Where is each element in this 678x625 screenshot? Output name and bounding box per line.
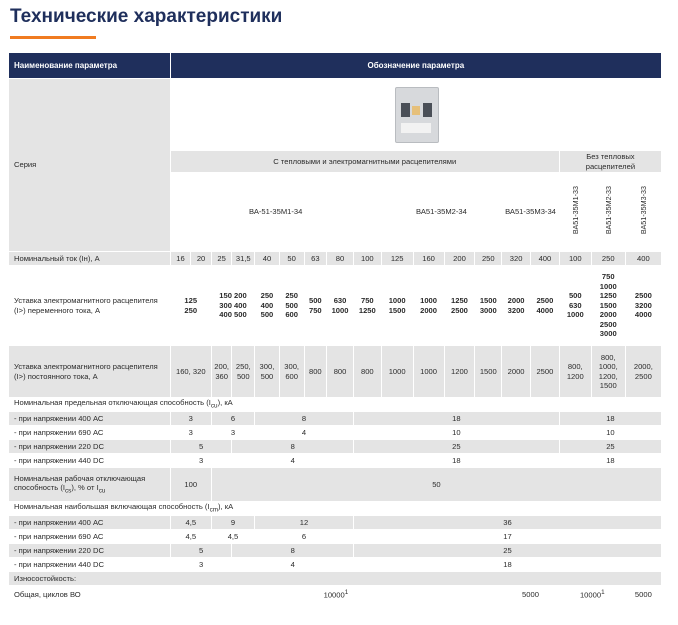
ac-setting-value: 500 750 xyxy=(304,266,327,346)
ac-setting-value: 1500 3000 xyxy=(475,266,502,346)
dc-setting-value: 1500 xyxy=(475,346,502,398)
breaking-row xyxy=(9,412,662,426)
table-header-row xyxy=(9,53,662,79)
breaking-value: 3 xyxy=(170,412,211,426)
making-value: 6 xyxy=(255,530,354,544)
making-row xyxy=(9,558,662,572)
ac-setting-value: 500 630 1000 xyxy=(559,266,591,346)
ac-setting-value: 250 400 500 xyxy=(255,266,280,346)
ac-setting-value: 1000 1500 xyxy=(381,266,413,346)
ac-setting-value: 125 250 xyxy=(170,266,211,346)
breaking-value: 8 xyxy=(255,412,354,426)
series-label: Серия xyxy=(9,79,171,252)
making-value: 18 xyxy=(353,558,661,572)
dc-setting-value: 800 xyxy=(353,346,381,398)
dc-setting-value: 1000 xyxy=(381,346,413,398)
rated-current-value: 250 xyxy=(475,252,502,266)
series-m2: ВА51-35М2-34 xyxy=(381,173,501,251)
durability-value: 5000 xyxy=(625,586,661,604)
breaking-value: 6 xyxy=(211,412,254,426)
rated-current-value: 16 xyxy=(170,252,191,266)
ac-setting-value: 150 200 300 400 400 500 xyxy=(211,266,254,346)
making-value: 17 xyxy=(353,530,661,544)
breaking-value: 10 xyxy=(559,426,661,440)
making-row-label: - при напряжении 690 АС xyxy=(9,530,171,544)
making-value: 3 xyxy=(170,558,232,572)
dc-setting-value: 800 xyxy=(327,346,354,398)
dc-setting-value: 800 xyxy=(304,346,327,398)
breaking-row-label: - при напряжении 690 АС xyxy=(9,426,171,440)
dc-setting-value: 250, 500 xyxy=(232,346,255,398)
breaking-value: 4 xyxy=(255,426,354,440)
no-thermal-group-label: Без тепловых расцепителей xyxy=(559,151,661,173)
durability-heading: Износостойкость: xyxy=(9,572,662,586)
rated-current-label: Номинальный ток (Iн), А xyxy=(9,252,171,266)
dc-setting-value: 2000, 2500 xyxy=(625,346,661,398)
making-row-label: - при напряжении 400 АС xyxy=(9,516,171,530)
series-nt2: ВА51-35М2-33 xyxy=(603,186,613,235)
rated-current-value: 63 xyxy=(304,252,327,266)
durability-value: 10000$^1$ xyxy=(170,586,502,604)
breaking-value: 4 xyxy=(232,454,353,468)
dc-setting-value: 1000 xyxy=(413,346,444,398)
rated-current-value: 100 xyxy=(559,252,591,266)
series-nt1: ВА51-35М1-33 xyxy=(570,186,580,235)
ac-setting-label: Уставка электромагнитного расцепителя (I>) переменного тока, А xyxy=(9,266,171,346)
circuit-breaker-image xyxy=(387,83,445,143)
making-value: 8 xyxy=(232,544,353,558)
page-title: Технические характеристики xyxy=(10,6,283,27)
making-row-label: - при напряжении 440 DC xyxy=(9,558,171,572)
breaking-value: 3 xyxy=(170,454,232,468)
series-nt3: ВА51-35М3-33 xyxy=(638,186,648,235)
spec-table xyxy=(8,52,662,604)
thermal-group-label: С тепловыми и электромагнитными расцепителями xyxy=(170,151,559,173)
breaking-value: 18 xyxy=(353,454,559,468)
dc-setting-value: 800, 1000, 1200, 1500 xyxy=(591,346,625,398)
making-row xyxy=(9,516,662,530)
rated-current-value: 31,5 xyxy=(232,252,255,266)
series-m1: ВА-51-35М1-34 xyxy=(170,173,381,251)
making-value: 4,5 xyxy=(170,530,211,544)
dc-setting-value: 2000 xyxy=(502,346,531,398)
breaking-value: 18 xyxy=(353,412,559,426)
breaking-value: 18 xyxy=(559,454,661,468)
dc-setting-value: 2500 xyxy=(531,346,560,398)
dc-setting-row xyxy=(9,346,662,398)
ac-setting-value: 630 1000 xyxy=(327,266,354,346)
rated-current-value: 400 xyxy=(531,252,560,266)
dc-setting-value: 200, 360 xyxy=(211,346,232,398)
rated-current-value: 400 xyxy=(625,252,661,266)
durability-value: 10000$^1$ xyxy=(559,586,625,604)
dc-setting-value: 800, 1200 xyxy=(559,346,591,398)
ac-setting-value: 750 1000 1250 1500 2000 2500 3000 xyxy=(591,266,625,346)
rated-current-value: 200 xyxy=(444,252,475,266)
ac-setting-value: 1000 2000 xyxy=(413,266,444,346)
breaking-value: 3 xyxy=(170,426,211,440)
making-row xyxy=(9,544,662,558)
service-capacity-value: 50 xyxy=(211,468,661,502)
rated-current-value: 25 xyxy=(211,252,232,266)
making-value: 9 xyxy=(211,516,254,530)
ac-setting-value: 750 1250 xyxy=(353,266,381,346)
breaking-value: 8 xyxy=(232,440,353,454)
making-capacity-heading: Номинальная наибольшая включающая способность $(I_{cm})$, кА xyxy=(9,502,662,516)
making-value: 4,5 xyxy=(170,516,211,530)
breaking-value: 3 xyxy=(211,426,254,440)
durability-row xyxy=(9,586,662,604)
breaking-value: 10 xyxy=(353,426,559,440)
breaking-row xyxy=(9,426,662,440)
rated-current-value: 40 xyxy=(255,252,280,266)
ac-setting-value: 2000 3200 xyxy=(502,266,531,346)
dc-setting-value: 300, 600 xyxy=(279,346,304,398)
durability-label: Общая, циклов ВО xyxy=(9,586,171,604)
rated-current-value: 250 xyxy=(591,252,625,266)
breaking-row-label: - при напряжении 440 DC xyxy=(9,454,171,468)
breaking-row-label: - при напряжении 220 DC xyxy=(9,440,171,454)
breaking-row-label: - при напряжении 400 АС xyxy=(9,412,171,426)
breaking-row xyxy=(9,440,662,454)
rated-current-value: 100 xyxy=(353,252,381,266)
rated-current-value: 160 xyxy=(413,252,444,266)
service-capacity-value: 100 xyxy=(170,468,211,502)
param-value-header: Обозначение параметра xyxy=(170,53,661,79)
making-row xyxy=(9,530,662,544)
service-capacity-label: Номинальная рабочая отключающая способность $(I_{cs})$, % от $I_{cu}$ xyxy=(9,468,171,502)
rated-current-value: 50 xyxy=(279,252,304,266)
breaking-value: 25 xyxy=(353,440,559,454)
product-image-cell xyxy=(170,79,661,151)
series-m3: ВА51-35М3-34 xyxy=(502,173,560,251)
title-accent-line xyxy=(10,36,96,39)
ac-setting-value: 250 500 600 xyxy=(279,266,304,346)
ac-setting-value: 2500 4000 xyxy=(531,266,560,346)
dc-setting-value: 1200 xyxy=(444,346,475,398)
ac-setting-value: 2500 3200 4000 xyxy=(625,266,661,346)
breaking-value: 5 xyxy=(170,440,232,454)
rated-current-value: 320 xyxy=(502,252,531,266)
making-value: 5 xyxy=(170,544,232,558)
making-value: 25 xyxy=(353,544,661,558)
breaking-value: 25 xyxy=(559,440,661,454)
dc-setting-label: Уставка электромагнитного расцепителя (I>) постоянного тока, А xyxy=(9,346,171,398)
making-value: 12 xyxy=(255,516,354,530)
ac-setting-row xyxy=(9,266,662,346)
service-capacity-row xyxy=(9,468,662,502)
rated-current-value: 80 xyxy=(327,252,354,266)
durability-value: 5000 xyxy=(502,586,560,604)
dc-setting-value: 300, 500 xyxy=(255,346,280,398)
breaking-row xyxy=(9,454,662,468)
param-name-header: Наименование параметра xyxy=(9,53,171,79)
making-row-label: - при напряжении 220 DC xyxy=(9,544,171,558)
making-value: 4 xyxy=(232,558,353,572)
breaking-capacity-heading: Номинальная предельная отключающая способность $(I_{cu})$, кА xyxy=(9,398,662,412)
dc-setting-value: 160, 320 xyxy=(170,346,211,398)
breaking-value: 18 xyxy=(559,412,661,426)
rated-current-value: 125 xyxy=(381,252,413,266)
rated-current-row xyxy=(9,252,662,266)
ac-setting-value: 1250 2500 xyxy=(444,266,475,346)
making-value: 4,5 xyxy=(211,530,254,544)
making-value: 36 xyxy=(353,516,661,530)
rated-current-value: 20 xyxy=(191,252,212,266)
